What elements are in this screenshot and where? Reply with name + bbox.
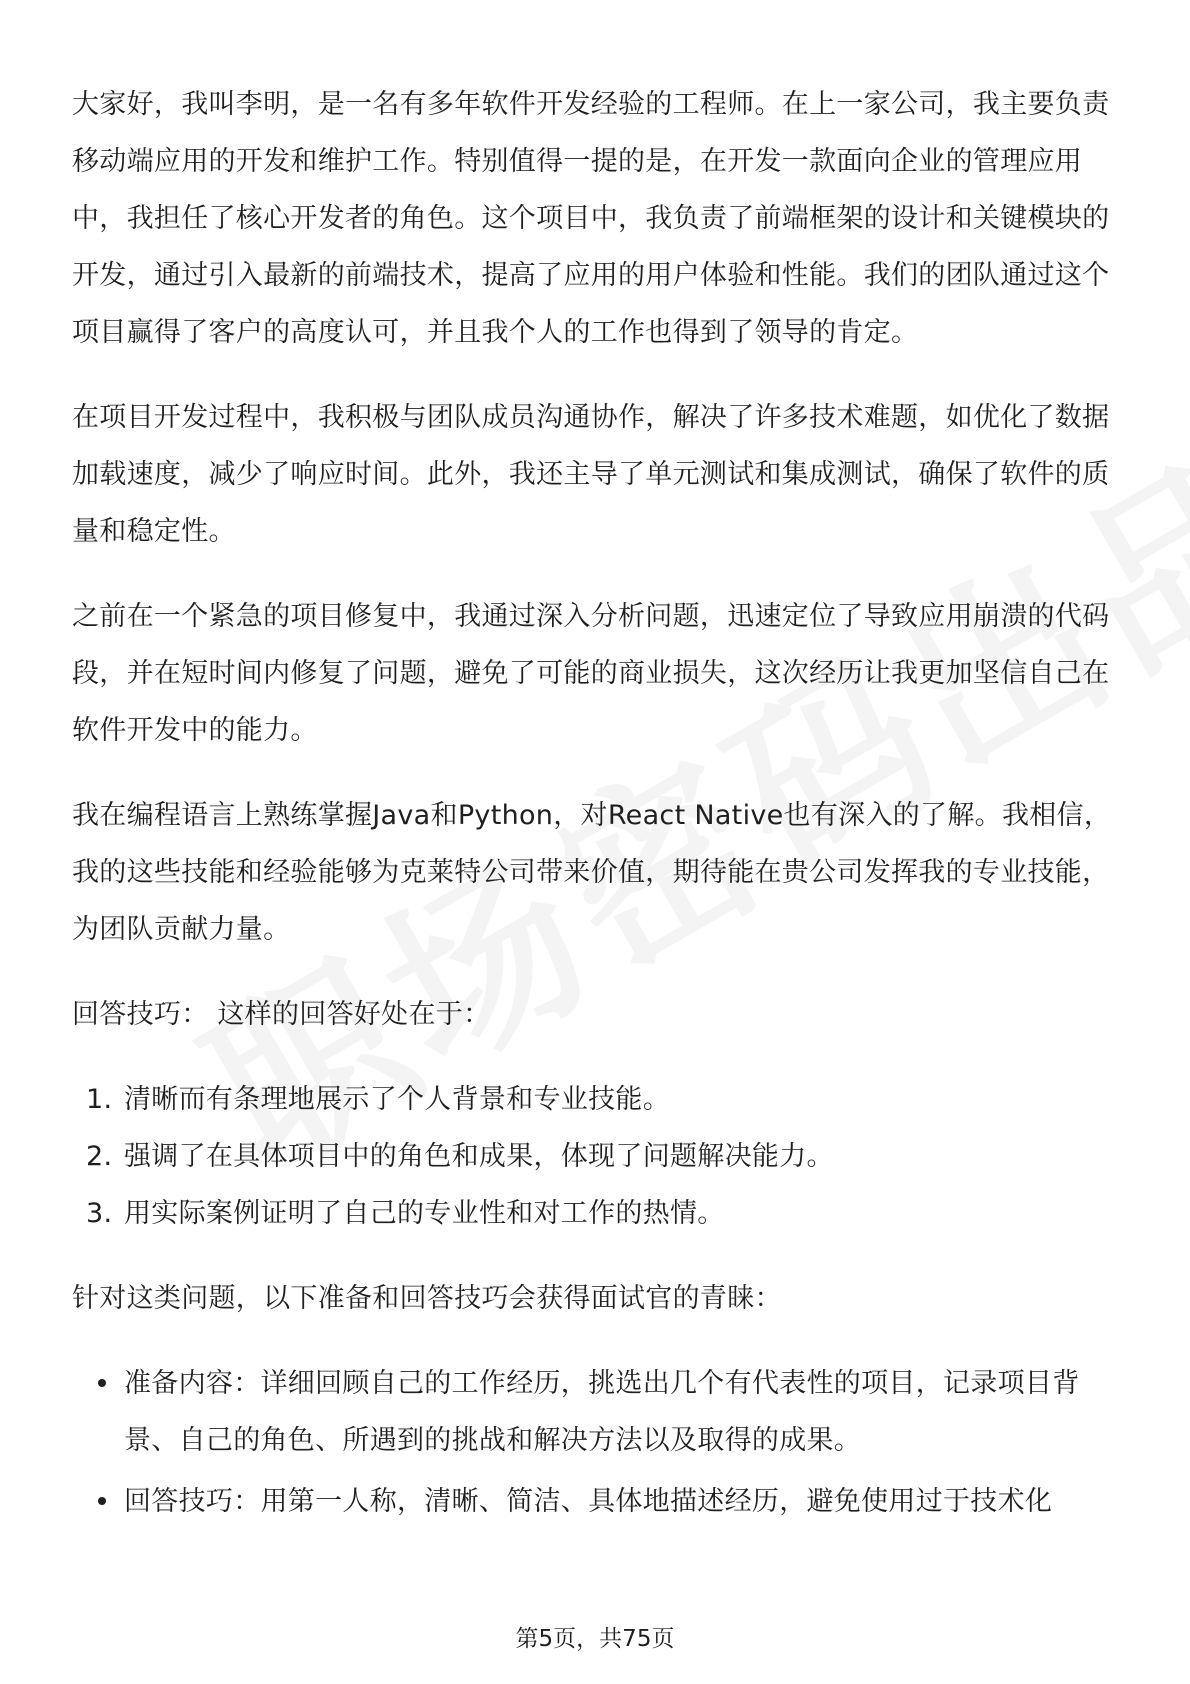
list-item <box>72 1128 1118 1185</box>
page-number: 第5页，共75页 <box>515 1626 675 1652</box>
advice-heading: 针对这类问题，以下准备和回答技巧会获得面试官的青睐： <box>72 1283 782 1314</box>
tips-heading: 回答技巧： 这样的回答好处在于： <box>72 999 491 1030</box>
list-item <box>72 1071 1118 1128</box>
list-number: 1. <box>86 1084 113 1115</box>
list-item-text: 清晰而有条理地展示了个人背景和专业技能。 <box>124 1084 670 1115</box>
list-number: 2. <box>86 1141 113 1172</box>
list-item-text: 强调了在具体项目中的角色和成果，体现了问题解决能力。 <box>124 1141 834 1172</box>
bullet-icon <box>98 1379 106 1387</box>
paragraph-intro: 大家好，我叫李明，是一名有多年软件开发经验的工程师。在上一家公司，我主要负责移动端应用的开发和维护工作。特别值得一提的是，在开发一款面向企业的管理应用中，我担任了核心开发者的角色。这个项目中，我负责了前端框架的设计和关键模块的开发，通过引入最新的前端技术，提高了应用的用户体验和性能。我们的团队通过这个项目赢得了客户的高度认可，并且我个人的工作也得到了领导的肯定。 <box>72 89 1110 348</box>
list-item-text: 准备内容：详细回顾自己的工作经历，挑选出几个有代表性的项目，记录项目背景、自己的角色、所遇到的挑战和解决方法以及取得的成果。 <box>124 1368 1080 1456</box>
list-number: 3. <box>86 1198 113 1229</box>
list-item <box>72 1473 1118 1530</box>
list-item <box>72 1355 1118 1469</box>
list-item-text: 用实际案例证明了自己的专业性和对工作的热情。 <box>124 1198 725 1229</box>
advice-list <box>72 1355 1118 1530</box>
list-item-text: 回答技巧：用第一人称，清晰、简洁、具体地描述经历，避免使用过于技术化 <box>124 1486 1053 1517</box>
paragraph-skills: 我在编程语言上熟练掌握Java和Python，对React Native也有深入的了解。我相信，我的这些技能和经验能够为克莱特公司带来价值，期待能在贵公司发挥我的专业技能，为团队贡献力量。 <box>72 800 1112 945</box>
paragraph-urgent-fix: 之前在一个紧急的项目修复中，我通过深入分析问题，迅速定位了导致应用崩溃的代码段，并在短时间内修复了问题，避免了可能的商业损失，这次经历让我更加坚信自己在软件开发中的能力。 <box>72 601 1110 746</box>
benefits-list <box>72 1071 1118 1242</box>
bullet-icon <box>98 1497 106 1505</box>
paragraph-collaboration: 在项目开发过程中，我积极与团队成员沟通协作，解决了许多技术难题，如优化了数据加载速度，减少了响应时间。此外，我还主导了单元测试和集成测试，确保了软件的质量和稳定性。 <box>72 402 1110 547</box>
list-item <box>72 1185 1118 1242</box>
document-body <box>72 76 1118 1534</box>
